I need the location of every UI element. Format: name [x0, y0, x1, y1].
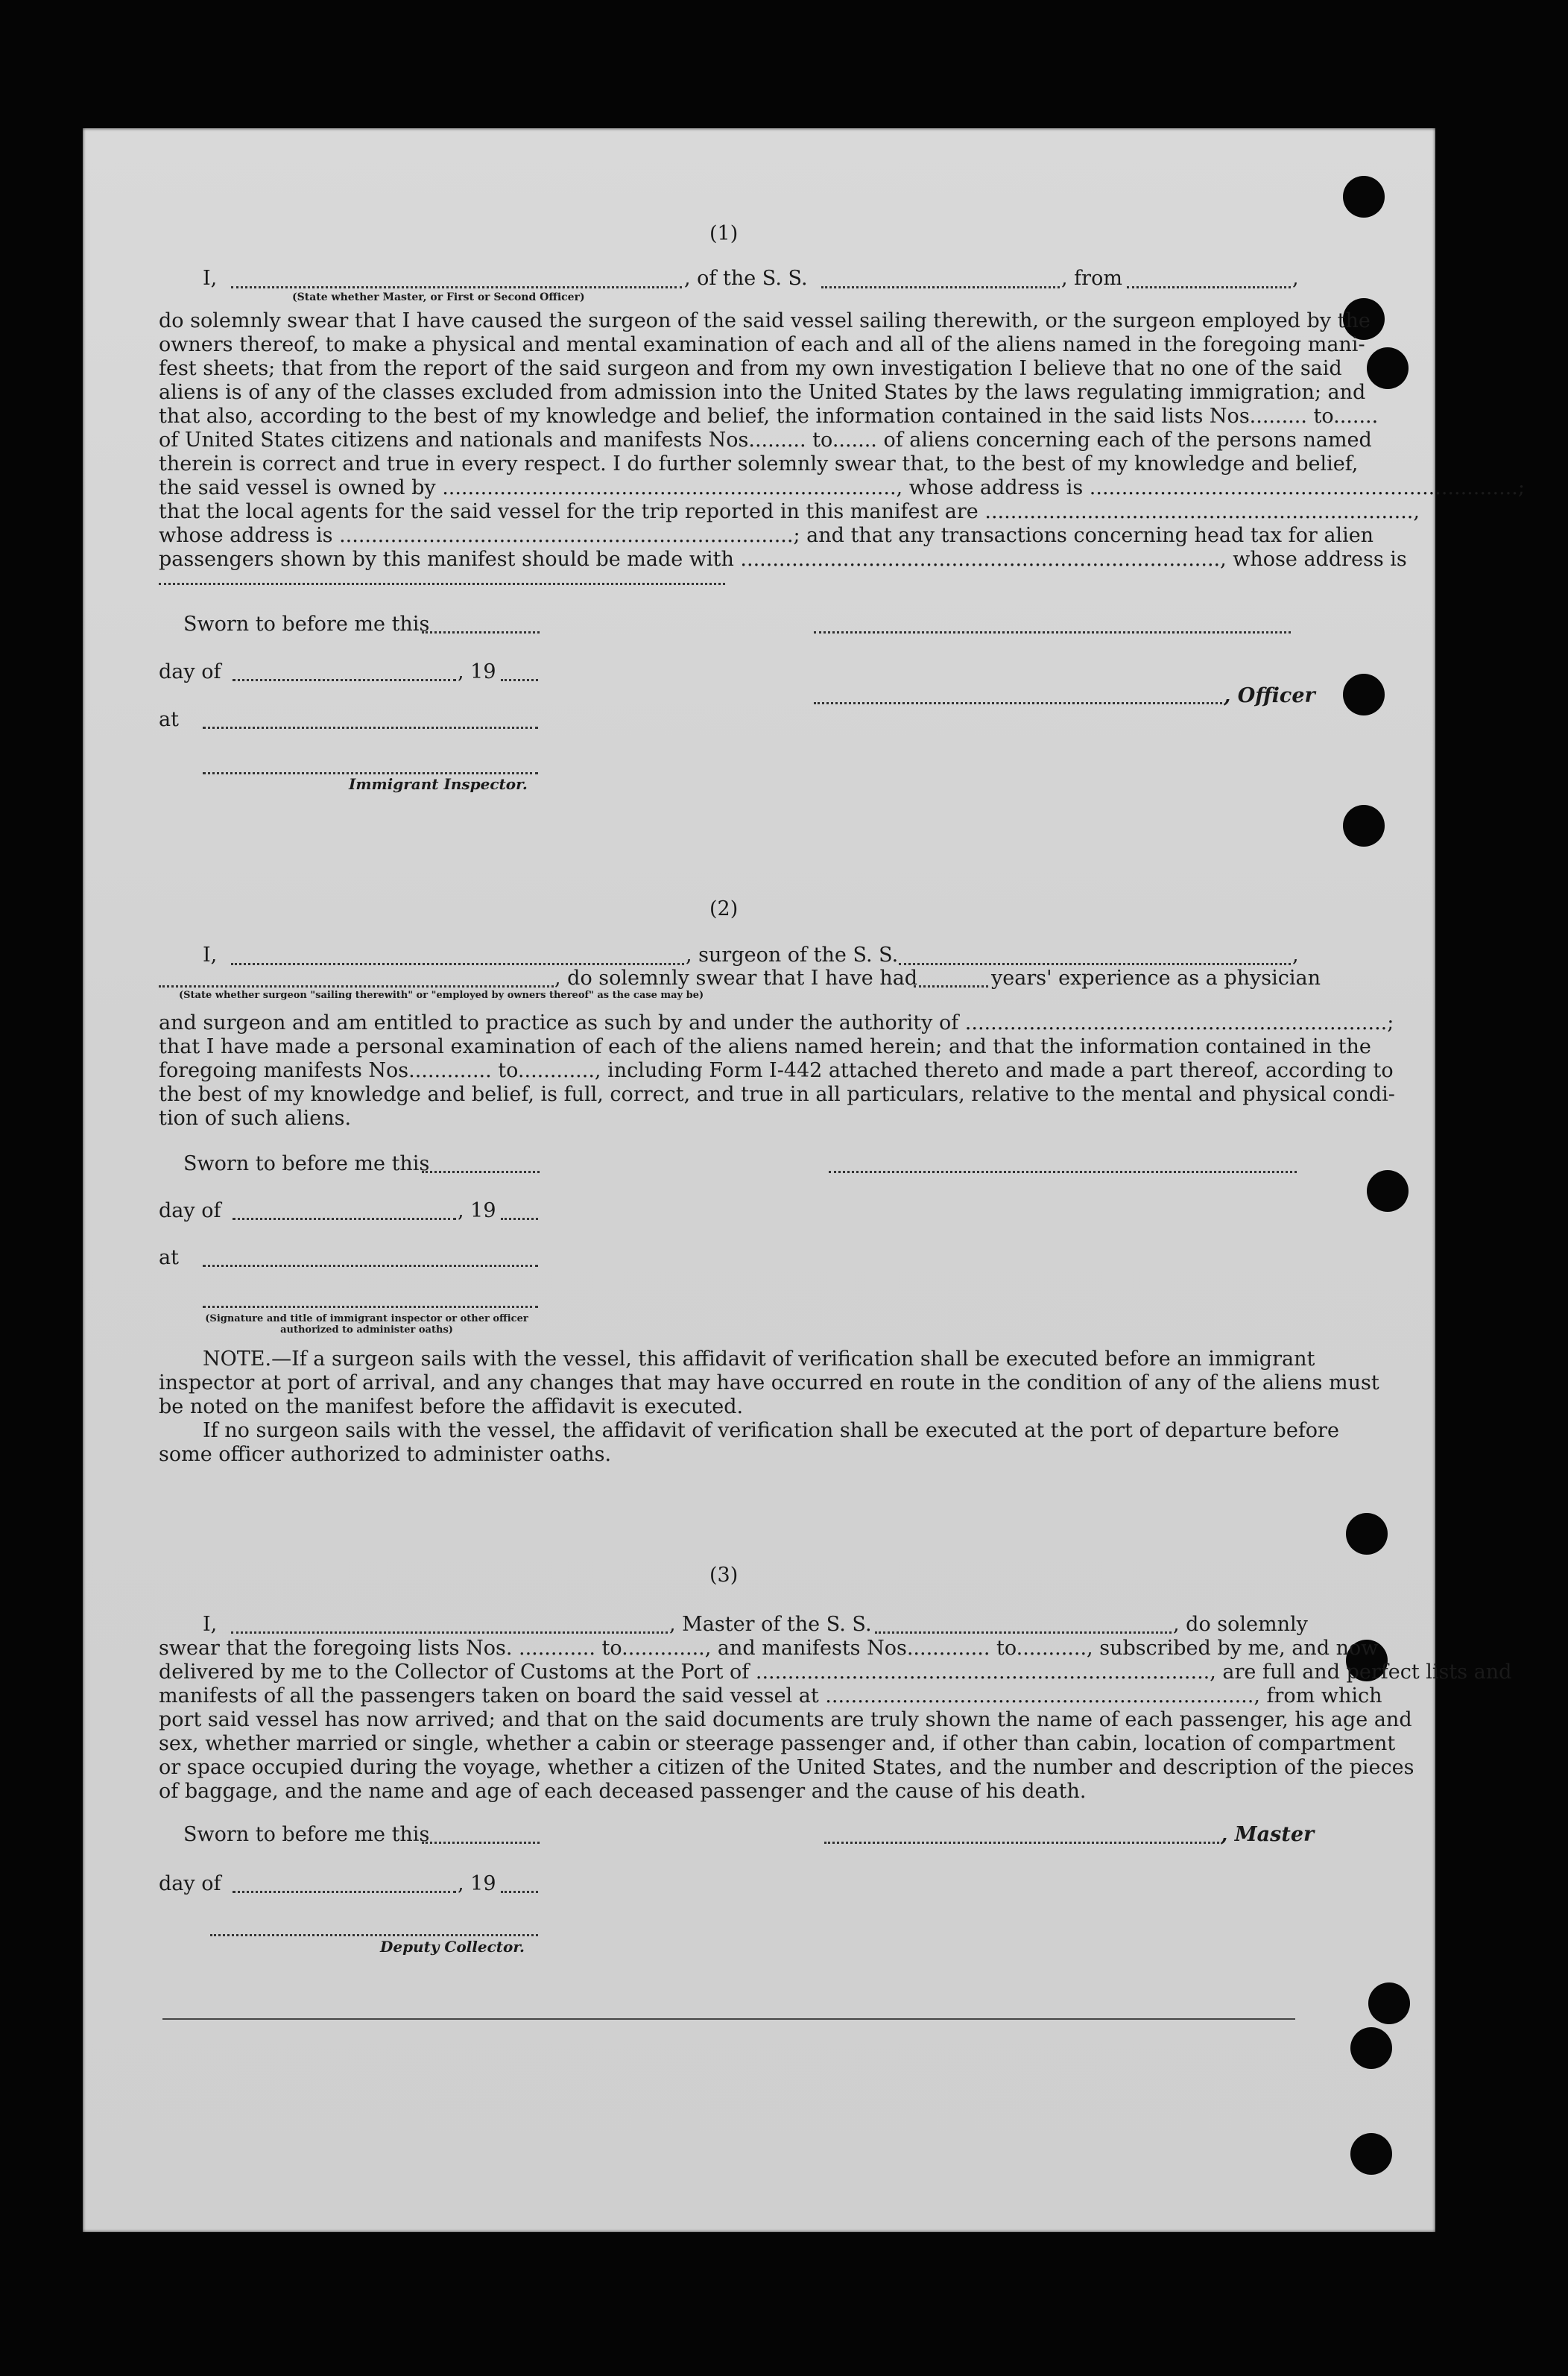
punch-hole	[1367, 1170, 1409, 1212]
s1-master-note: (State whether Master, or First or Second Officer)	[292, 291, 585, 303]
s3-sworn-date-blank	[422, 1842, 540, 1844]
s2-note-line-1	[203, 1347, 1315, 1371]
s1-text-line: the said vessel is owned by ......................................................................., whose address is ...................................................................;	[159, 476, 1525, 499]
s1-text-line: that the local agents for the said vessel for the trip reported in this manifest are ...................................................................,	[159, 500, 1420, 523]
punch-hole	[1368, 1982, 1410, 2024]
s2-text-line: and surgeon and am entitled to practice as such by and under the authority of ..................................................................;	[159, 1011, 1394, 1034]
s1-text-line: that also, according to the best of my knowledge and belief, the information contained in the said lists Nos......... to.......	[159, 405, 1379, 428]
s1-text-line: therein is correct and true in every respect. I do further solemnly swear that, to the best of my knowledge and belief,	[159, 452, 1359, 475]
s1-sworn-label: Sworn to before me this	[183, 613, 430, 636]
s1-day-of-label: day of	[159, 660, 221, 683]
section-2-number: (2)	[709, 897, 739, 920]
s2-note-line: some officer authorized to administer oaths.	[159, 1443, 612, 1466]
s3-text-line: port said vessel has now arrived; and that on the said documents are truly shown the name of each passenger, his age and	[159, 1708, 1412, 1731]
s1-year-blank	[501, 679, 538, 681]
punch-hole	[1343, 674, 1385, 715]
s3-text-line: of baggage, and the name and age of each deceased passenger and the cause of his death.	[159, 1780, 1087, 1803]
section-1-number: (1)	[709, 222, 739, 245]
s2-signature-blank	[829, 1171, 1297, 1173]
s1-text-line: owners thereof, to make a physical and mental examination of each and all of the aliens named in the foregoing mani-	[159, 333, 1365, 356]
s2-at-blank	[203, 1265, 538, 1267]
s2-experience-label: years' experience as a physician	[991, 967, 1321, 990]
s2-sworn-date-blank	[422, 1171, 540, 1173]
s3-master-title: , Master	[1221, 1823, 1315, 1846]
s3-master-signature-blank	[824, 1842, 1219, 1844]
s2-note-line: If no surgeon sails with the vessel, the affidavit of verification shall be executed at the port of departure before	[203, 1419, 1339, 1442]
s2-surgeon-note: (State whether surgeon "sailing therewith" or "employed by owners thereof" as the case may be)	[179, 990, 704, 1001]
s2-day-of-label: day of	[159, 1199, 221, 1222]
s3-year-label: , 19	[458, 1872, 496, 1895]
s2-text-line: foregoing manifests Nos............. to............, including Form I-442 attached thereto and made a part thereof, according to	[159, 1059, 1394, 1082]
s1-sworn-date-blank	[422, 631, 540, 634]
s1-ship-label: , of the S. S.	[684, 267, 808, 290]
s1-inspector-signature-blank	[203, 772, 538, 774]
s1-signature-blank	[814, 631, 1291, 634]
s1-text-line: fest sheets; that from the report of the said surgeon and from my own investigation I believe that no one of the said	[159, 357, 1342, 380]
s2-years-blank	[914, 985, 988, 988]
s2-year-blank	[501, 1218, 538, 1220]
s1-from-blank	[1127, 286, 1291, 288]
s2-surgeon-label: , surgeon of the S. S.	[686, 944, 899, 967]
s2-note-line: be noted on the manifest before the affidavit is executed.	[159, 1395, 744, 1418]
s2-at-label: at	[159, 1246, 179, 1269]
s2-note-line: inspector at port of arrival, and any changes that may have occurred en route in the condition of any of the aliens must	[159, 1371, 1379, 1394]
s3-text-line: or space occupied during the voyage, whether a citizen of the United States, and the number and description of the pieces	[159, 1756, 1414, 1779]
s2-year-label: , 19	[458, 1199, 496, 1222]
s3-text-line: sex, whether married or single, whether a cabin or steerage passenger and, if other than cabin, location of compartment	[159, 1732, 1396, 1755]
s1-i-label: I,	[203, 267, 218, 290]
s2-signature-note: (Signature and title of immigrant inspector or other officer authorized to administer oaths)	[205, 1313, 528, 1336]
s2-surgeon-name-blank	[231, 963, 684, 965]
s2-inspector-signature-blank	[203, 1306, 538, 1308]
punch-hole	[1350, 2027, 1392, 2069]
s1-text-line: of United States citizens and nationals and manifests Nos......... to....... of aliens concerning each of the persons named	[159, 429, 1372, 452]
s2-comma: ,	[1292, 944, 1299, 967]
s1-officer-name-blank	[231, 286, 682, 288]
section-3-number: (3)	[709, 1564, 739, 1587]
s1-text-line: aliens is of any of the classes excluded from admission into the United States by the laws regulating immigration; and	[159, 381, 1366, 404]
punch-hole	[1367, 347, 1409, 389]
s3-collector-signature-blank	[210, 1934, 538, 1936]
s2-employment-blank	[159, 985, 554, 988]
s3-day-of-label: day of	[159, 1872, 221, 1895]
s1-text-line: do solemnly swear that I have caused the surgeon of the said vessel sailing therewith, or the surgeon employed by the	[159, 309, 1371, 332]
s2-i-label: I,	[203, 944, 218, 967]
s1-year-label: , 19	[458, 660, 496, 683]
s2-text-line: the best of my knowledge and belief, is full, correct, and true in all particulars, relative to the mental and physical condi-	[159, 1083, 1395, 1106]
s3-master-name-blank	[231, 1631, 668, 1634]
s3-text-line: manifests of all the passengers taken on board the said vessel at ..................................................................., from which	[159, 1684, 1382, 1707]
s1-text-line: whose address is .......................................................................; and that any transactions concerning head tax for alien	[159, 524, 1374, 547]
s1-ship-name-blank	[821, 286, 1060, 288]
s3-text-line: delivered by me to the Collector of Customs at the Port of ......................................................................., are full and perfect lists and	[159, 1661, 1512, 1684]
s3-solemnly-label: , do solemnly	[1173, 1613, 1308, 1636]
punch-hole	[1346, 1513, 1388, 1555]
punch-hole	[1350, 2133, 1392, 2175]
s1-from-label: , from	[1061, 267, 1122, 290]
s1-day-blank	[233, 679, 456, 681]
s2-swear-label: , do solemnly swear that I have had	[554, 967, 918, 990]
s1-officer-blank	[814, 702, 1222, 704]
bottom-rule	[162, 2018, 1295, 2020]
s1-officer-label: , Officer	[1224, 684, 1315, 707]
s3-collector-label: Deputy Collector.	[380, 1938, 525, 1956]
s3-day-blank	[233, 1891, 456, 1893]
s1-at-blank	[203, 727, 538, 729]
s3-text-line: swear that the foregoing lists Nos. ............ to............., and manifests Nos............. to..........., subscribed by me, and now	[159, 1637, 1379, 1660]
s1-at-label: at	[159, 708, 179, 731]
punch-hole	[1343, 805, 1385, 847]
s1-address-continuation-blank	[159, 583, 725, 585]
s2-text-line: that I have made a personal examination of each of the aliens named herein; and that the information contained in the	[159, 1035, 1371, 1058]
s3-ship-blank	[875, 1631, 1172, 1634]
s2-note-text: —If a surgeon sails with the vessel, this affidavit of verification shall be executed before an immigrant	[271, 1347, 1315, 1371]
s1-text-line: passengers shown by this manifest should be made with ..........................................................................., whose address is	[159, 548, 1407, 571]
s3-sworn-label: Sworn to before me this	[183, 1823, 430, 1846]
s2-text-line: tion of such aliens.	[159, 1107, 352, 1130]
s2-day-blank	[233, 1218, 456, 1220]
s1-inspector-label: Immigrant Inspector.	[349, 775, 528, 793]
s3-i-label: I,	[203, 1613, 218, 1636]
s1-comma: ,	[1292, 267, 1299, 290]
s2-note-label: NOTE.	[203, 1347, 272, 1371]
s2-sworn-label: Sworn to before me this	[183, 1152, 430, 1175]
punch-hole	[1343, 176, 1385, 218]
s2-ship-blank	[899, 963, 1291, 965]
s3-master-label: , Master of the S. S.	[669, 1613, 872, 1636]
s3-year-blank	[501, 1891, 538, 1893]
